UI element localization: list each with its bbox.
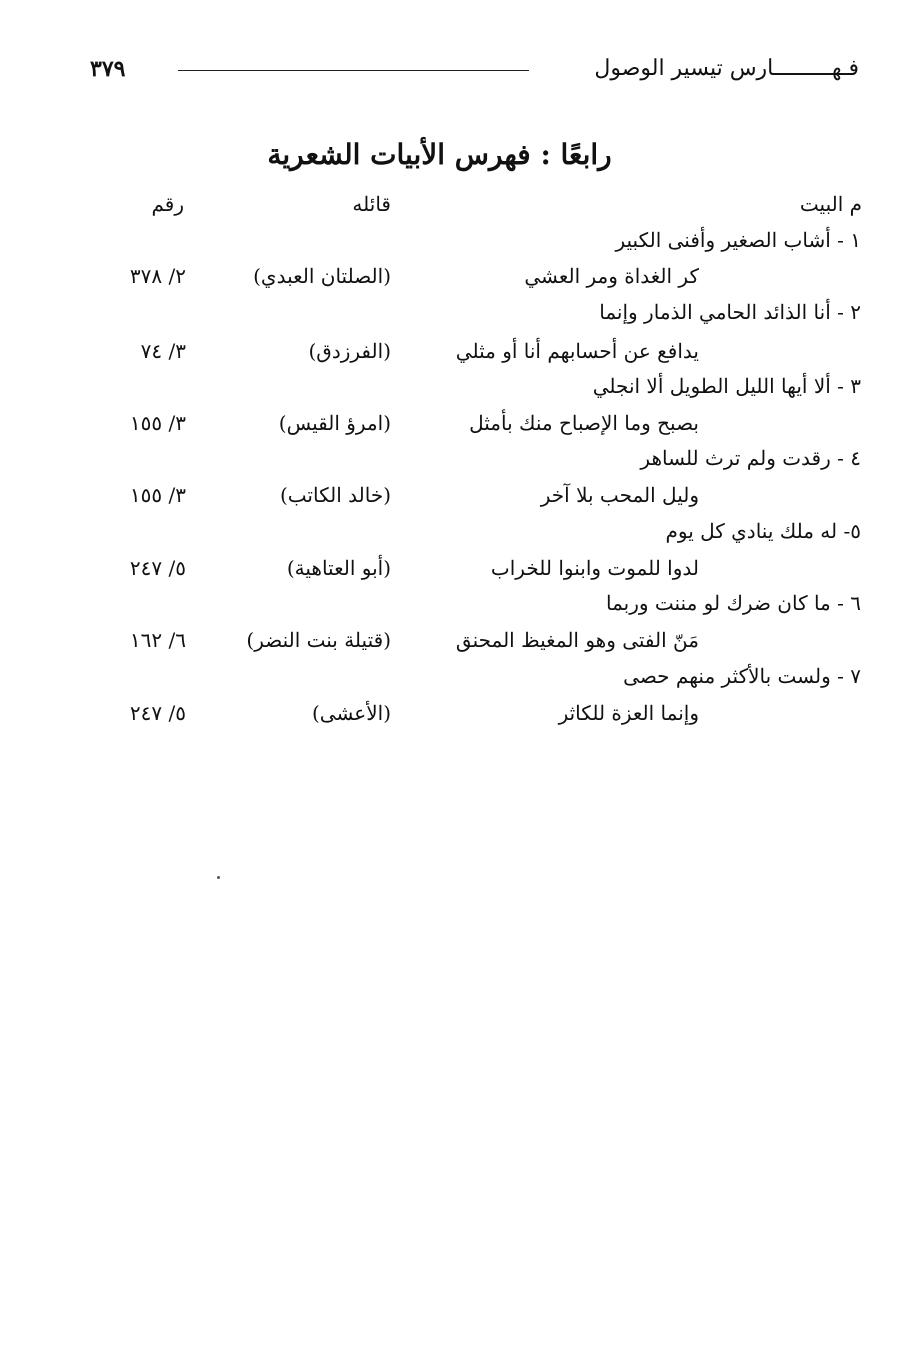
verse-reference: ٣/ ٧٤ — [140, 339, 186, 363]
verse-author: (أبو العتاهية) — [286, 556, 391, 580]
print-speck — [217, 876, 220, 879]
verse-second-line: كر الغداة ومر العشي — [524, 264, 699, 288]
verse-first-line: ٧ - ولست بالأكثر منهم حصى — [623, 664, 861, 688]
verse-author: (امرؤ القيس) — [278, 411, 391, 435]
verse-reference: ٥/ ٢٤٧ — [129, 556, 186, 580]
column-header-ref: رقم — [151, 192, 184, 216]
verse-second-line: يدافع عن أحسابهم أنا أو مثلي — [455, 339, 699, 363]
verse-reference: ٦/ ١٦٢ — [129, 628, 186, 652]
column-header-verse: م البيت — [799, 192, 862, 216]
verse-first-line: ٤ - رقدت ولم ترث للساهر — [640, 446, 861, 470]
column-header-author: قائله — [352, 192, 391, 216]
verse-first-line: ٢ - أنا الذائد الحامي الذمار وإنما — [599, 300, 861, 324]
verse-author: (قتيلة بنت النضر) — [246, 628, 391, 652]
verse-author: (الأعشى) — [311, 701, 391, 725]
verse-reference: ٥/ ٢٤٧ — [129, 701, 186, 725]
verse-reference: ٢/ ٣٧٨ — [129, 264, 186, 288]
verse-second-line: لدوا للموت وابنوا للخراب — [490, 556, 699, 580]
header-rule — [178, 70, 529, 71]
verse-first-line: ٥- له ملك ينادي كل يوم — [665, 519, 861, 543]
verse-reference: ٣/ ١٥٥ — [129, 483, 186, 507]
verse-author: (الصلتان العبدي) — [253, 264, 391, 288]
running-title: فـهـــــــــارس تيسير الوصول — [594, 56, 859, 81]
verse-first-line: ٣ - ألا أيها الليل الطويل ألا انجلي — [592, 374, 861, 398]
verse-author: (خالد الكاتب) — [279, 483, 391, 507]
verse-first-line: ١ - أشاب الصغير وأفنى الكبير — [615, 228, 861, 252]
verse-second-line: وإنما العزة للكاثر — [558, 701, 699, 725]
verse-second-line: بصبح وما الإصباح منك بأمثل — [469, 411, 699, 435]
verse-author: (الفرزدق) — [308, 339, 391, 363]
page-number: ٣٧٩ — [90, 56, 126, 82]
verse-second-line: وليل المحب بلا آخر — [540, 483, 699, 507]
running-header — [90, 48, 859, 98]
section-title: رابعًا : فهرس الأبيات الشعرية — [267, 138, 612, 171]
verse-second-line: مَنّ الفتى وهو المغيظ المحنق — [455, 628, 699, 652]
verse-reference: ٣/ ١٥٥ — [129, 411, 186, 435]
verse-first-line: ٦ - ما كان ضرك لو مننت وربما — [605, 591, 861, 615]
